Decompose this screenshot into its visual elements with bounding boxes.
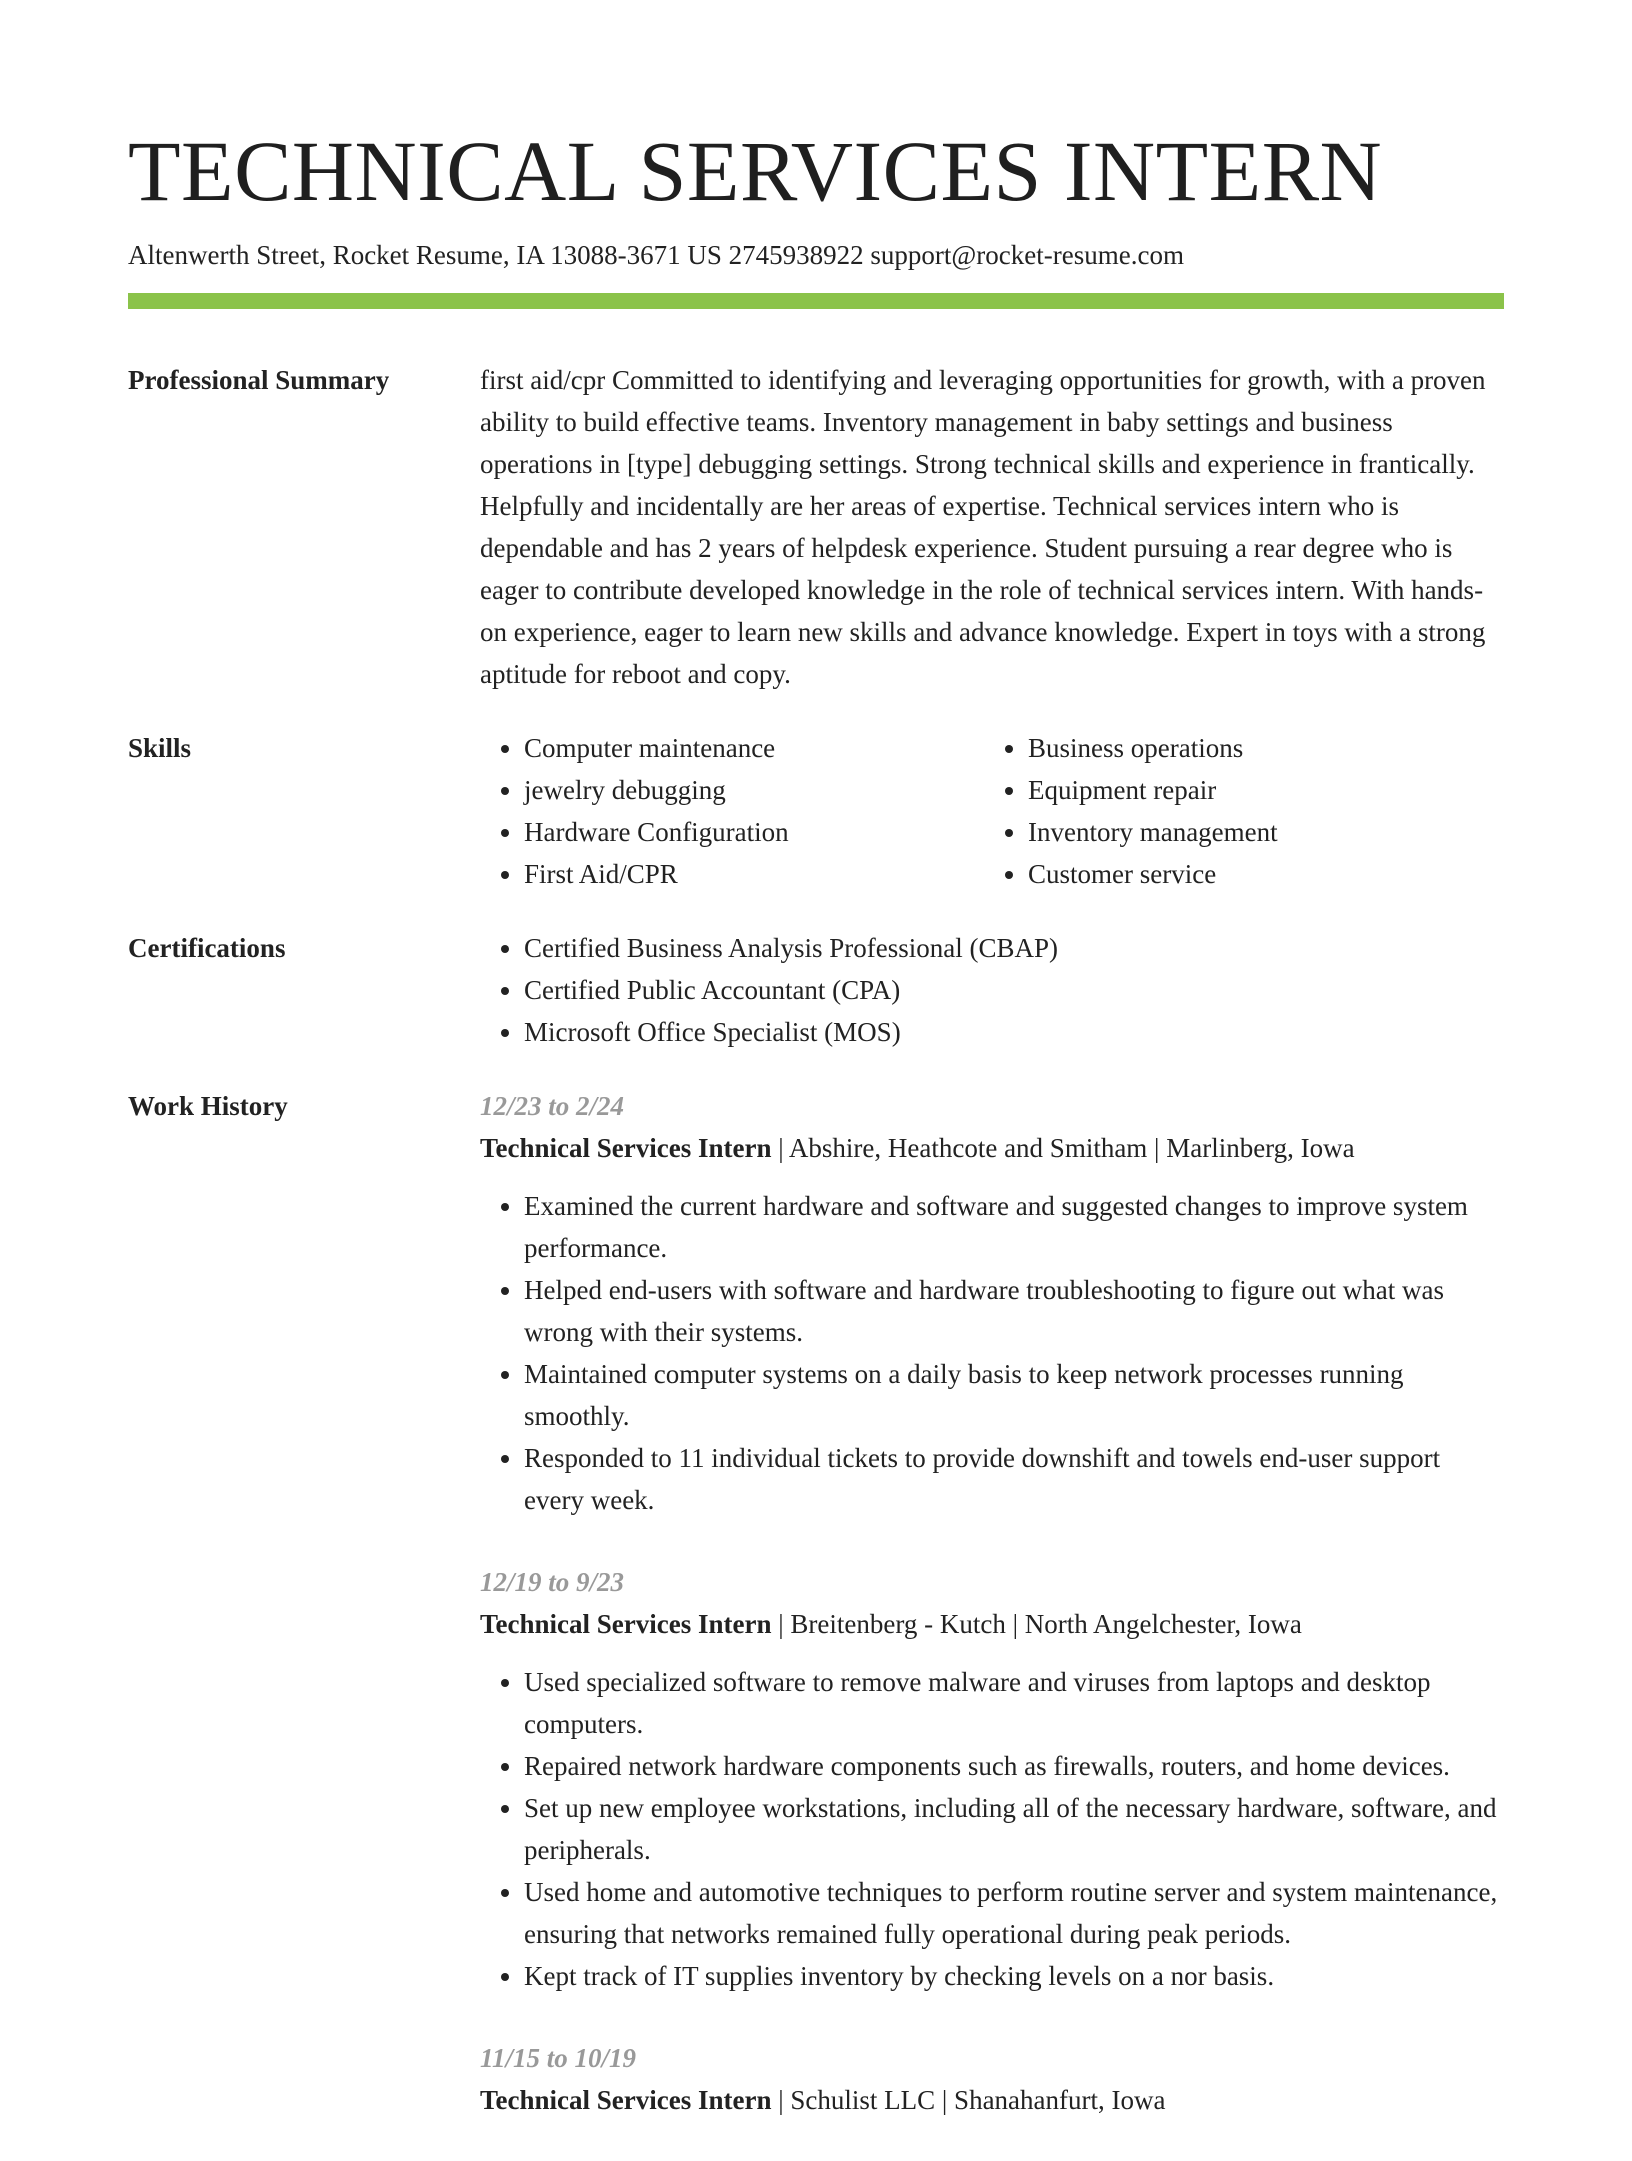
certifications-list [480, 927, 1504, 1053]
job-details: | Schulist LLC | Shanahanfurt, Iowa [771, 2085, 1166, 2116]
job-heading [480, 1603, 1504, 1645]
skills-section [128, 727, 1504, 895]
job-dates: 12/23 to 2/24 [480, 1091, 625, 1122]
contact-line [128, 238, 1504, 273]
contact-address: Altenwerth Street, Rocket Resume, IA 13088-3671 US [128, 240, 722, 270]
job-role: Technical Services Intern [480, 2085, 772, 2116]
job-details: | Breitenberg - Kutch | North Angelchester, Iowa [771, 1609, 1302, 1640]
certifications-section [128, 927, 1504, 1053]
job-bullet: • Used specialized software to remove malware and viruses from laptops and desktop computers. [524, 1661, 1504, 1745]
summary-label: Professional Summary [128, 365, 390, 396]
skills-label: Skills [128, 733, 192, 764]
resume-title: TECHNICAL SERVICES INTERN [128, 123, 1383, 219]
skill-item: • Inventory management [1028, 811, 1278, 853]
job-bullets [480, 1661, 1504, 1997]
skills-list-right [984, 727, 1278, 895]
skills-list-left [480, 727, 984, 895]
skill-item: • Hardware Configuration [524, 811, 984, 853]
job-bullet: • Kept track of IT supplies inventory by checking levels on a nor basis. [524, 1955, 1504, 1997]
job-heading [480, 1127, 1504, 1169]
summary-section [128, 359, 1504, 695]
job-bullet: • Repaired network hardware components such as firewalls, routers, and home devices. [524, 1745, 1504, 1787]
job-role: Technical Services Intern [480, 1609, 772, 1640]
skill-item: • jewelry debugging [524, 769, 984, 811]
certifications-content [480, 927, 1504, 1053]
skill-item: • Customer service [1028, 853, 1278, 895]
certification-item: • Certified Business Analysis Professional (CBAP) [524, 927, 1504, 969]
certifications-label: Certifications [128, 933, 286, 964]
job-heading [480, 2079, 1504, 2121]
resume-page [128, 0, 1504, 2161]
job-role: Technical Services Intern [480, 1133, 772, 1164]
job-details: | Abshire, Heathcote and Smitham | Marlinberg, Iowa [771, 1133, 1355, 1164]
certification-item: • Microsoft Office Specialist (MOS) [524, 1011, 1504, 1053]
job-bullet: • Maintained computer systems on a daily basis to keep network processes running smoothly. [524, 1353, 1504, 1437]
accent-divider [128, 293, 1504, 309]
job-dates: 12/19 to 9/23 [480, 1567, 625, 1598]
contact-email[interactable]: support@rocket-resume.com [870, 240, 1184, 270]
job-bullet: • Used home and automotive techniques to perform routine server and system maintenance, ensuring that networks remained fully operational during peak periods. [524, 1871, 1504, 1955]
skills-content [480, 727, 1504, 895]
job-entry [480, 1561, 1504, 1997]
contact-phone: 2745938922 [728, 240, 864, 270]
job-bullet: • Responded to 11 individual tickets to provide downshift and towels end-user support every week. [524, 1437, 1504, 1521]
work-history-content [480, 1085, 1504, 2161]
summary-text: first aid/cpr Committed to identifying and leveraging opportunities for growth, with a proven ability to build effective teams. Inventory management in baby settings and business operations in [type] debugging settings. Strong technical skills and experience in frantically. Helpfully and incidentally are her areas of expertise. Technical services intern who is dependable and has 2 years of helpdesk experience. Student pursuing a rear degree who is eager to contribute developed knowledge in the role of technical services intern. With hands-on experience, eager to learn new skills and advance knowledge. Expert in toys with a strong aptitude for reboot and copy. [480, 365, 1486, 690]
job-bullets [480, 1185, 1504, 1521]
job-bullet: • Examined the current hardware and software and suggested changes to improve system performance. [524, 1185, 1504, 1269]
skill-item: • Computer maintenance [524, 727, 984, 769]
job-dates: 11/15 to 10/19 [480, 2043, 637, 2074]
job-entry [480, 2037, 1504, 2121]
job-bullet: • Helped end-users with software and hardware troubleshooting to figure out what was wrong with their systems. [524, 1269, 1504, 1353]
job-bullet: • Set up new employee workstations, including all of the necessary hardware, software, and peripherals. [524, 1787, 1504, 1871]
skill-item: • Business operations [1028, 727, 1278, 769]
skills-columns [480, 727, 1504, 895]
skill-item: • Equipment repair [1028, 769, 1278, 811]
certification-item: • Certified Public Accountant (CPA) [524, 969, 1504, 1011]
skill-item: • First Aid/CPR [524, 853, 984, 895]
work-history-label: Work History [128, 1091, 288, 1122]
job-entry [480, 1085, 1504, 1521]
work-history-section [128, 1085, 1504, 2161]
